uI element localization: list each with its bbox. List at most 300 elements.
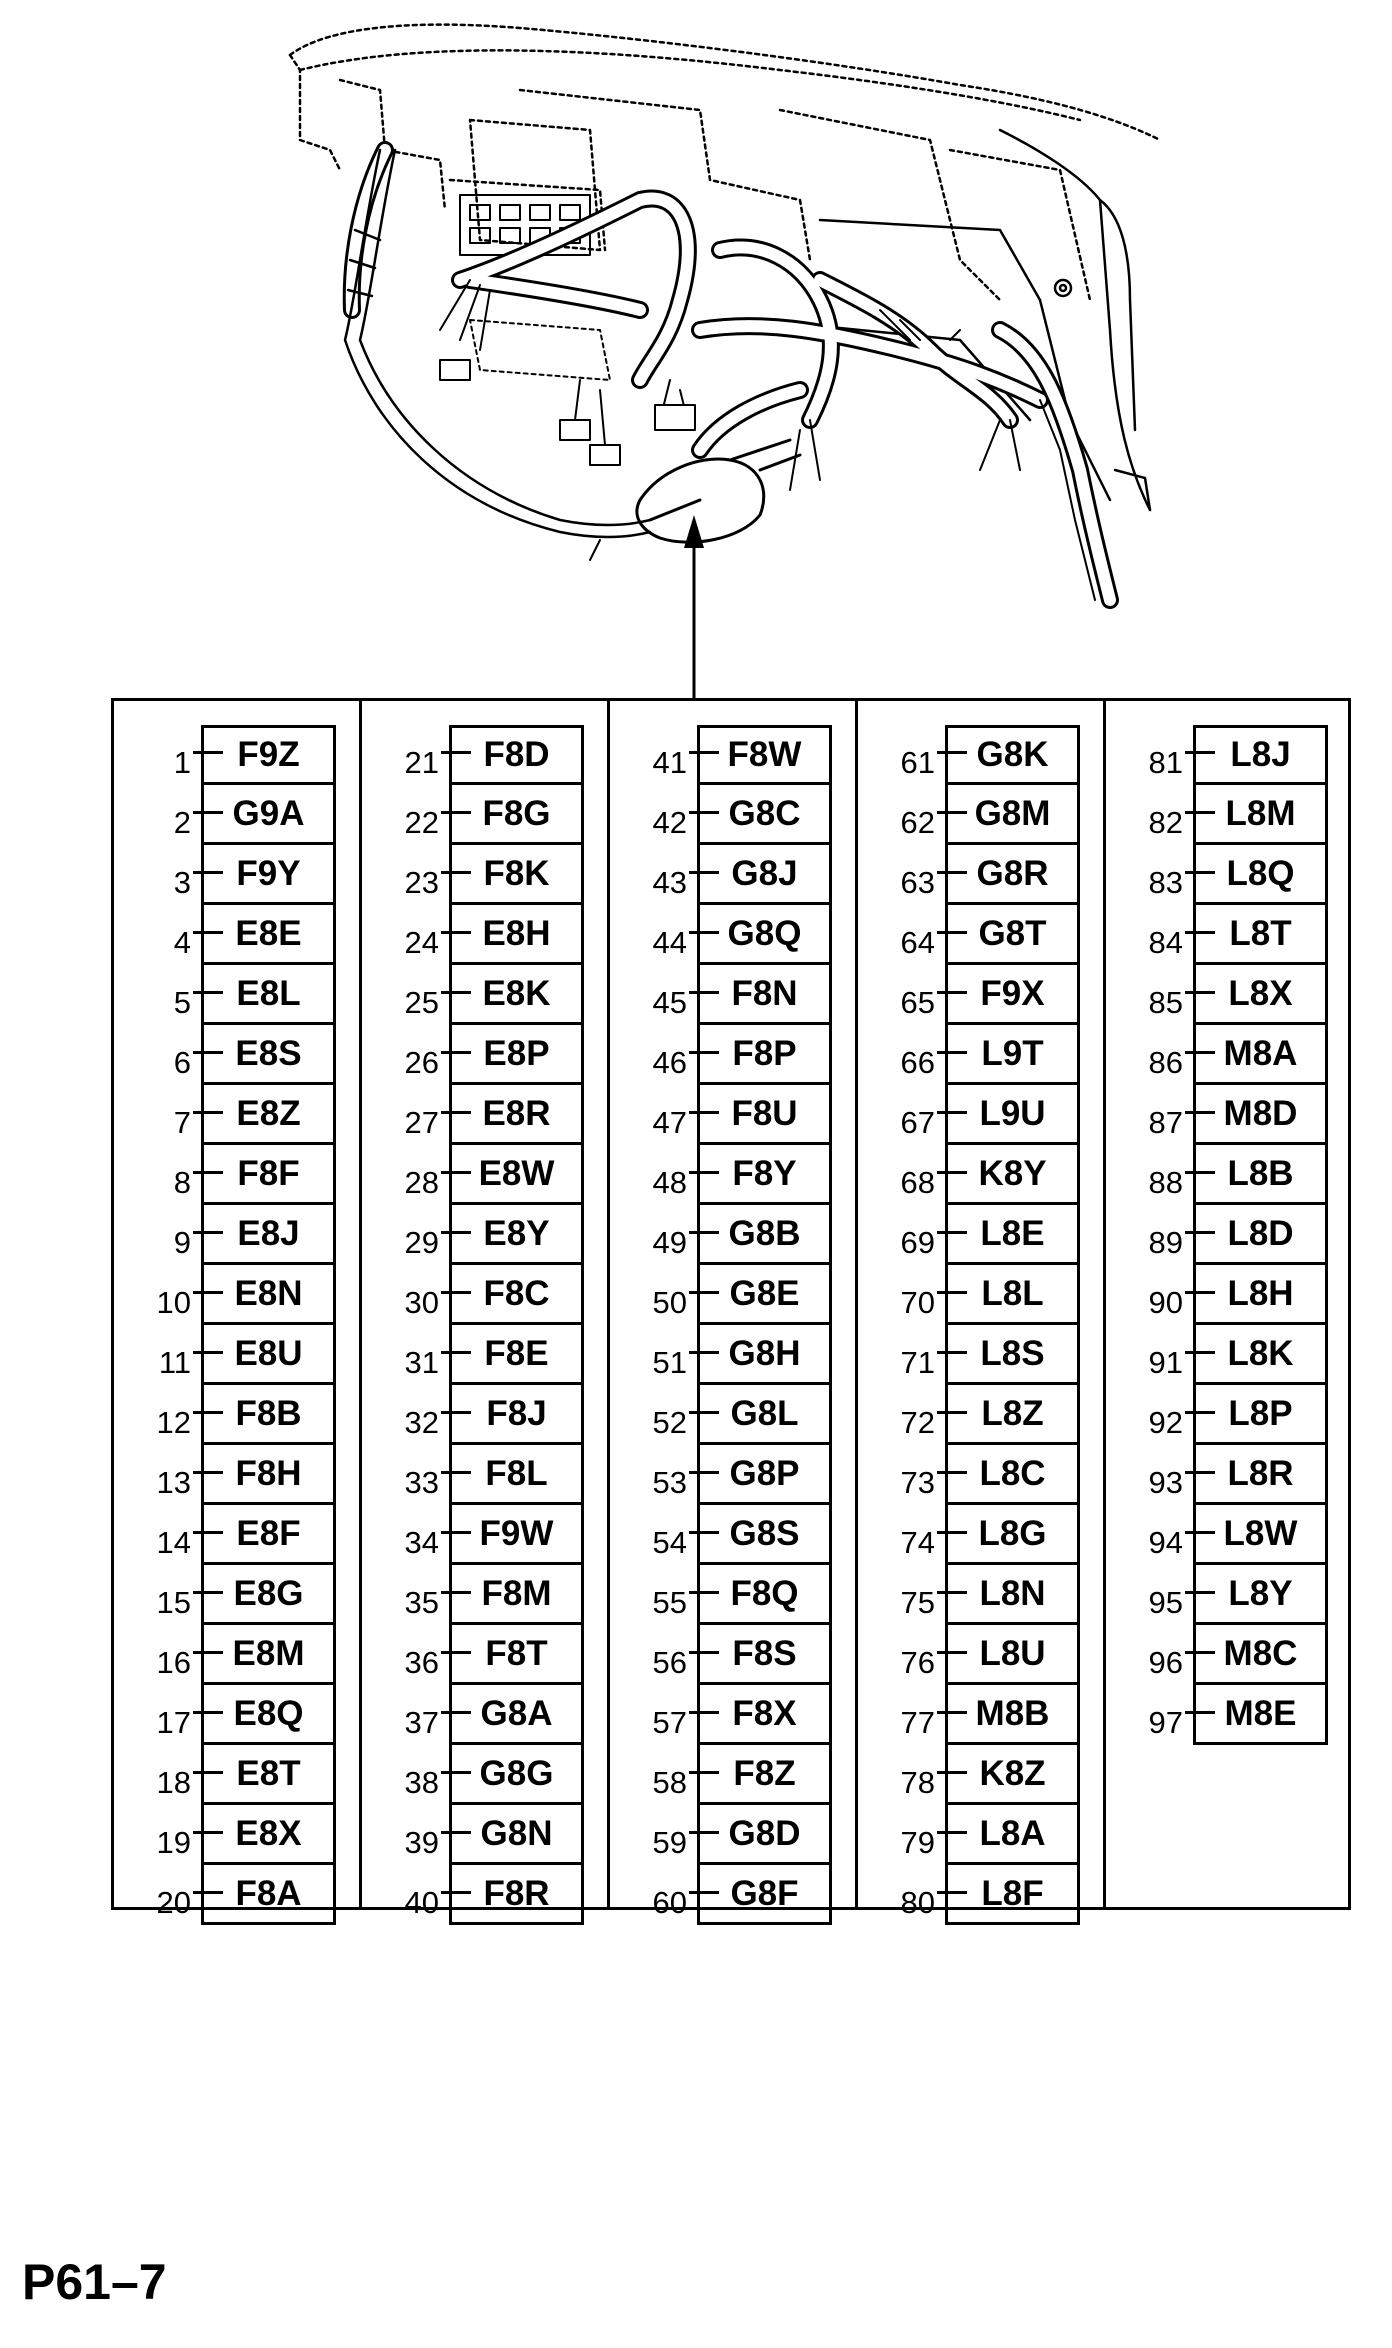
pin-row [114, 1625, 362, 1685]
pin-number: 46 [652, 1045, 687, 1080]
pin-number: 15 [156, 1585, 191, 1620]
pin-number: 70 [900, 1285, 935, 1320]
pin-row [114, 845, 362, 905]
pin-number: 77 [900, 1705, 935, 1740]
pin-number: 61 [900, 745, 935, 780]
connector-body [637, 440, 800, 542]
pin-code-cell: L8G [945, 1505, 1080, 1565]
pin-number: 52 [652, 1405, 687, 1440]
pin-number: 36 [404, 1645, 439, 1680]
pin-code-cell: L8E [945, 1205, 1080, 1265]
pin-row [858, 1805, 1106, 1865]
figure-label: P61–7 [22, 2254, 167, 2310]
pin-row [610, 1025, 858, 1085]
pin-code-cell: E8H [449, 905, 584, 965]
pin-row [114, 1565, 362, 1625]
pin-row [858, 1565, 1106, 1625]
pin-number: 66 [900, 1045, 935, 1080]
pin-code-cell: F8D [449, 725, 584, 785]
pin-number: 73 [900, 1465, 935, 1500]
pin-row [858, 1205, 1106, 1265]
pin-number: 58 [652, 1765, 687, 1800]
pin-number: 63 [900, 865, 935, 900]
pin-row [1106, 1145, 1354, 1205]
pin-number: 37 [404, 1705, 439, 1740]
pin-number: 90 [1148, 1285, 1183, 1320]
pin-number: 4 [173, 925, 191, 960]
pin-number: 17 [156, 1705, 191, 1740]
pin-code-cell: F8K [449, 845, 584, 905]
pin-row [858, 1685, 1106, 1745]
pin-number: 14 [156, 1525, 191, 1560]
pin-row [1106, 1385, 1354, 1445]
pin-row [610, 1865, 858, 1925]
pin-code-cell: E8G [201, 1565, 336, 1625]
pin-code-cell: G8H [697, 1325, 832, 1385]
dashboard-outline [290, 25, 1160, 300]
pin-code-cell: M8B [945, 1685, 1080, 1745]
pin-row [1106, 1265, 1354, 1325]
pin-row [858, 1085, 1106, 1145]
pin-code-cell: L8S [945, 1325, 1080, 1385]
pin-code-cell: L8K [1193, 1325, 1328, 1385]
pin-row [858, 1865, 1106, 1925]
pin-row [114, 1265, 362, 1325]
pin-row [858, 1505, 1106, 1565]
pin-row [362, 1865, 610, 1925]
pin-row [858, 1745, 1106, 1805]
pin-code-cell: F8N [697, 965, 832, 1025]
pin-number: 80 [900, 1885, 935, 1920]
pin-code-cell: L8T [1193, 905, 1328, 965]
pin-code-cell: F8U [697, 1085, 832, 1145]
pin-number: 29 [404, 1225, 439, 1260]
pin-code-cell: F8J [449, 1385, 584, 1445]
wiring-harness-illustration [0, 0, 1392, 700]
pin-code-cell: L8P [1193, 1385, 1328, 1445]
pin-row [610, 1325, 858, 1385]
pin-number: 85 [1148, 985, 1183, 1020]
pin-code-cell: E8F [201, 1505, 336, 1565]
connector-pin-table [111, 698, 1351, 1920]
pin-row [1106, 1445, 1354, 1505]
pin-code-cell: F8H [201, 1445, 336, 1505]
pin-code-cell: F9W [449, 1505, 584, 1565]
pin-number: 24 [404, 925, 439, 960]
pin-code-cell: F8W [697, 725, 832, 785]
pin-row [362, 1505, 610, 1565]
pin-number: 65 [900, 985, 935, 1020]
pin-row [114, 905, 362, 965]
pin-row [114, 785, 362, 845]
pin-code-cell: M8E [1193, 1685, 1328, 1745]
pin-number: 96 [1148, 1645, 1183, 1680]
pin-row [610, 1505, 858, 1565]
pin-code-cell: L8L [945, 1265, 1080, 1325]
pin-code-cell: L8N [945, 1565, 1080, 1625]
pin-number: 31 [404, 1345, 439, 1380]
pin-code-cell: K8Z [945, 1745, 1080, 1805]
pin-number: 49 [652, 1225, 687, 1260]
pin-code-cell: G8Q [697, 905, 832, 965]
pin-code-cell: L9U [945, 1085, 1080, 1145]
pin-row [858, 1325, 1106, 1385]
pin-row [362, 1325, 610, 1385]
pin-number: 6 [173, 1045, 191, 1080]
pin-number: 76 [900, 1645, 935, 1680]
pin-number: 48 [652, 1165, 687, 1200]
pin-code-cell: G8S [697, 1505, 832, 1565]
pin-code-cell: E8Y [449, 1205, 584, 1265]
pin-code-cell: F8L [449, 1445, 584, 1505]
pin-code-cell: M8C [1193, 1625, 1328, 1685]
pin-column [858, 701, 1106, 1920]
pin-code-cell: G8D [697, 1805, 832, 1865]
pin-code-cell: E8X [201, 1805, 336, 1865]
pin-row [610, 725, 858, 785]
pin-code-cell: L8H [1193, 1265, 1328, 1325]
pin-code-cell: F8G [449, 785, 584, 845]
pin-number: 39 [404, 1825, 439, 1860]
pin-code-cell: L8B [1193, 1145, 1328, 1205]
pin-row [362, 845, 610, 905]
pin-number: 41 [652, 745, 687, 780]
pin-code-cell: L8U [945, 1625, 1080, 1685]
pin-number: 44 [652, 925, 687, 960]
pin-row [610, 1265, 858, 1325]
pin-number: 20 [156, 1885, 191, 1920]
pin-number: 32 [404, 1405, 439, 1440]
pin-code-cell: F8T [449, 1625, 584, 1685]
pin-number: 2 [173, 805, 191, 840]
pin-row [114, 965, 362, 1025]
pin-code-cell: E8T [201, 1745, 336, 1805]
pin-code-cell: G8L [697, 1385, 832, 1445]
pin-row [362, 1385, 610, 1445]
pin-code-cell: E8N [201, 1265, 336, 1325]
pin-row [114, 1685, 362, 1745]
pin-row [1106, 1505, 1354, 1565]
pin-code-cell: E8Z [201, 1085, 336, 1145]
pin-number: 78 [900, 1765, 935, 1800]
pin-row [1106, 845, 1354, 905]
pin-code-cell: M8A [1193, 1025, 1328, 1085]
pin-row [1106, 1025, 1354, 1085]
pin-number: 97 [1148, 1705, 1183, 1740]
pin-row [1106, 1565, 1354, 1625]
pin-code-cell: F8B [201, 1385, 336, 1445]
pin-code-cell: E8L [201, 965, 336, 1025]
pin-code-cell: E8Q [201, 1685, 336, 1745]
pin-row [610, 905, 858, 965]
pin-number: 45 [652, 985, 687, 1020]
pin-number: 21 [404, 745, 439, 780]
pin-number: 74 [900, 1525, 935, 1560]
pin-number: 91 [1148, 1345, 1183, 1380]
pin-row [1106, 1085, 1354, 1145]
pin-number: 62 [900, 805, 935, 840]
pin-row [1106, 1625, 1354, 1685]
pin-row [858, 845, 1106, 905]
pin-row [362, 1565, 610, 1625]
pin-row [610, 1385, 858, 1445]
pin-row [858, 965, 1106, 1025]
pin-row [858, 785, 1106, 845]
pin-code-cell: F8Z [697, 1745, 832, 1805]
pin-row [362, 905, 610, 965]
pin-row [610, 1685, 858, 1745]
pin-code-cell: G8G [449, 1745, 584, 1805]
pin-code-cell: L8R [1193, 1445, 1328, 1505]
pin-number: 22 [404, 805, 439, 840]
pin-code-cell: F8A [201, 1865, 336, 1925]
pin-code-cell: G8N [449, 1805, 584, 1865]
pin-number: 86 [1148, 1045, 1183, 1080]
pin-code-cell: M8D [1193, 1085, 1328, 1145]
pin-number: 53 [652, 1465, 687, 1500]
pin-row [114, 1805, 362, 1865]
pin-row [858, 905, 1106, 965]
pin-row [362, 1745, 610, 1805]
pin-column [1106, 701, 1354, 1907]
pin-number: 89 [1148, 1225, 1183, 1260]
pin-row [610, 1145, 858, 1205]
pin-number: 92 [1148, 1405, 1183, 1440]
pin-row [362, 1025, 610, 1085]
pin-code-cell: F8R [449, 1865, 584, 1925]
pin-row [362, 1145, 610, 1205]
pin-code-cell: F8F [201, 1145, 336, 1205]
pin-code-cell: G8J [697, 845, 832, 905]
pin-row [362, 1205, 610, 1265]
pin-number: 26 [404, 1045, 439, 1080]
pin-code-cell: F8M [449, 1565, 584, 1625]
pin-number: 16 [156, 1645, 191, 1680]
pin-row [114, 1385, 362, 1445]
pin-code-cell: L8J [1193, 725, 1328, 785]
pin-number: 1 [173, 745, 191, 780]
pin-row [858, 1025, 1106, 1085]
pin-code-cell: E8K [449, 965, 584, 1025]
pin-code-cell: F8Y [697, 1145, 832, 1205]
pin-number: 79 [900, 1825, 935, 1860]
pin-number: 59 [652, 1825, 687, 1860]
pin-row [114, 1505, 362, 1565]
pin-code-cell: L8A [945, 1805, 1080, 1865]
pin-number: 33 [404, 1465, 439, 1500]
pin-number: 12 [156, 1405, 191, 1440]
pin-code-cell: G8A [449, 1685, 584, 1745]
pin-number: 57 [652, 1705, 687, 1740]
pin-row [114, 1865, 362, 1925]
pin-row [610, 845, 858, 905]
pin-column [362, 701, 610, 1920]
pin-row [114, 725, 362, 785]
pin-row [858, 1385, 1106, 1445]
pin-number: 83 [1148, 865, 1183, 900]
pin-number: 94 [1148, 1525, 1183, 1560]
pin-row [1106, 965, 1354, 1025]
pin-number: 11 [158, 1345, 191, 1380]
pin-number: 30 [404, 1285, 439, 1320]
pin-code-cell: G8T [945, 905, 1080, 965]
pin-number: 43 [652, 865, 687, 900]
pin-number: 7 [173, 1105, 191, 1140]
pin-number: 56 [652, 1645, 687, 1680]
pin-code-cell: E8U [201, 1325, 336, 1385]
pin-number: 47 [652, 1105, 687, 1140]
pin-code-cell: F8C [449, 1265, 584, 1325]
pin-row [610, 785, 858, 845]
pin-number: 5 [173, 985, 191, 1020]
pin-number: 38 [404, 1765, 439, 1800]
pin-column [610, 701, 858, 1920]
pin-code-cell: G8B [697, 1205, 832, 1265]
pin-number: 75 [900, 1585, 935, 1620]
pin-code-cell: L8M [1193, 785, 1328, 845]
pin-row [362, 1625, 610, 1685]
pin-number: 3 [173, 865, 191, 900]
pin-code-cell: E8M [201, 1625, 336, 1685]
pin-code-cell: L8D [1193, 1205, 1328, 1265]
pin-code-cell: L8Z [945, 1385, 1080, 1445]
pin-number: 64 [900, 925, 935, 960]
pin-row [362, 785, 610, 845]
pin-code-cell: E8S [201, 1025, 336, 1085]
pin-row [610, 1085, 858, 1145]
pin-code-cell: G8C [697, 785, 832, 845]
pin-code-cell: G8R [945, 845, 1080, 905]
pin-number: 81 [1148, 745, 1183, 780]
pin-row [362, 1085, 610, 1145]
pin-row [858, 1145, 1106, 1205]
pin-number: 87 [1148, 1105, 1183, 1140]
pin-row [362, 725, 610, 785]
pin-code-cell: F9Z [201, 725, 336, 785]
pin-number: 69 [900, 1225, 935, 1260]
pin-code-cell: L8Y [1193, 1565, 1328, 1625]
pin-code-cell: E8R [449, 1085, 584, 1145]
pin-number: 25 [404, 985, 439, 1020]
pin-row [362, 1265, 610, 1325]
pin-number: 23 [404, 865, 439, 900]
pin-number: 35 [404, 1585, 439, 1620]
pin-code-cell: G8E [697, 1265, 832, 1325]
pin-number: 67 [900, 1105, 935, 1140]
pin-code-cell: F9X [945, 965, 1080, 1025]
pin-number: 95 [1148, 1585, 1183, 1620]
pin-column [114, 701, 362, 1920]
pin-code-cell: L8X [1193, 965, 1328, 1025]
pin-code-cell: F8X [697, 1685, 832, 1745]
pin-row [362, 965, 610, 1025]
pin-number: 28 [404, 1165, 439, 1200]
pin-code-cell: L8F [945, 1865, 1080, 1925]
pin-row [610, 1805, 858, 1865]
pin-row [362, 1805, 610, 1865]
pin-code-cell: F8S [697, 1625, 832, 1685]
pin-code-cell: L8C [945, 1445, 1080, 1505]
pin-number: 68 [900, 1165, 935, 1200]
pin-number: 34 [404, 1525, 439, 1560]
pin-number: 8 [173, 1165, 191, 1200]
pin-row [1106, 1685, 1354, 1745]
pin-row [610, 965, 858, 1025]
pin-row [610, 1745, 858, 1805]
pin-number: 60 [652, 1885, 687, 1920]
pin-code-cell: L8Q [1193, 845, 1328, 905]
pin-row [858, 1265, 1106, 1325]
pin-number: 54 [652, 1525, 687, 1560]
pin-code-cell: G8K [945, 725, 1080, 785]
pin-code-cell: E8E [201, 905, 336, 965]
pin-code-cell: L8W [1193, 1505, 1328, 1565]
pin-code-cell: F9Y [201, 845, 336, 905]
pin-row [1106, 1325, 1354, 1385]
pin-code-cell: E8J [201, 1205, 336, 1265]
pin-number: 19 [156, 1825, 191, 1860]
pin-row [1106, 785, 1354, 845]
pin-code-cell: G8P [697, 1445, 832, 1505]
pin-number: 13 [156, 1465, 191, 1500]
pin-number: 18 [156, 1765, 191, 1800]
pin-code-cell: G8M [945, 785, 1080, 845]
pin-number: 71 [900, 1345, 935, 1380]
pin-row [1106, 725, 1354, 785]
pin-number: 82 [1148, 805, 1183, 840]
pin-row [362, 1685, 610, 1745]
pin-number: 9 [173, 1225, 191, 1260]
pin-row [114, 1085, 362, 1145]
pin-code-cell: L9T [945, 1025, 1080, 1085]
pin-row [610, 1205, 858, 1265]
pin-number: 40 [404, 1885, 439, 1920]
pin-number: 27 [404, 1105, 439, 1140]
pin-code-cell: F8P [697, 1025, 832, 1085]
pin-row [1106, 905, 1354, 965]
pin-row [858, 1445, 1106, 1505]
pin-number: 50 [652, 1285, 687, 1320]
pin-number: 72 [900, 1405, 935, 1440]
pin-number: 93 [1148, 1465, 1183, 1500]
pin-number: 51 [652, 1345, 687, 1380]
pin-number: 10 [156, 1285, 191, 1320]
pin-row [858, 1625, 1106, 1685]
pin-code-cell: E8W [449, 1145, 584, 1205]
pin-row [114, 1745, 362, 1805]
pin-row [114, 1325, 362, 1385]
pin-row [114, 1205, 362, 1265]
pin-row [610, 1565, 858, 1625]
pin-row [858, 725, 1106, 785]
pin-number: 84 [1148, 925, 1183, 960]
pin-code-cell: F8Q [697, 1565, 832, 1625]
pin-number: 42 [652, 805, 687, 840]
pin-row [610, 1445, 858, 1505]
pin-number: 55 [652, 1585, 687, 1620]
pin-code-cell: K8Y [945, 1145, 1080, 1205]
pin-code-cell: F8E [449, 1325, 584, 1385]
pin-row [362, 1445, 610, 1505]
pin-code-cell: G8F [697, 1865, 832, 1925]
pin-code-cell: G9A [201, 785, 336, 845]
pin-code-cell: E8P [449, 1025, 584, 1085]
pin-row [1106, 1205, 1354, 1265]
pin-row [114, 1025, 362, 1085]
pin-row [114, 1445, 362, 1505]
pin-row [114, 1145, 362, 1205]
pin-number: 88 [1148, 1165, 1183, 1200]
